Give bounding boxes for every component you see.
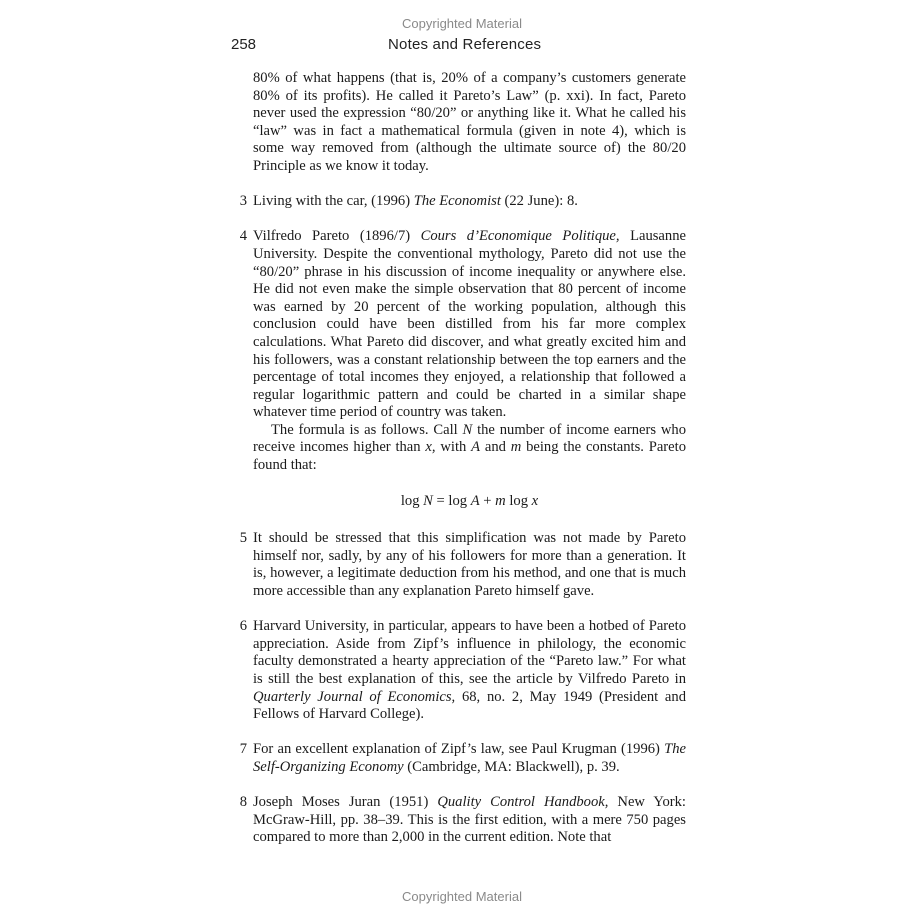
notes-body <box>231 70 686 847</box>
note-number: 7 <box>239 741 247 758</box>
note-8 <box>231 794 686 847</box>
note-text: It should be stressed that this simplification was not made by Pareto himself nor, sadly, by any of his followers for more than a generation. It is, however, a legitimate deduction from his method, and one that is much more accessible than any explanation Pareto himself gave. <box>253 530 686 600</box>
note-text: Living with the car, (1996) The Economist (22 June): 8. <box>253 193 578 210</box>
note-3 <box>231 193 686 211</box>
watermark-bottom: Copyrighted Material <box>402 889 522 904</box>
note-continuation <box>231 70 686 176</box>
note-number: 6 <box>239 618 247 635</box>
page-header <box>0 34 924 56</box>
note-text: Vilfredo Pareto (1896/7) Cours d’Economique Politique, Lausanne University. Despite the conventional mythology, Pareto did not use the “80/20” phrase in his discussion of income inequality or anywhere else. He did not even make the simple observation that 80 percent of income was earned by 20 percent of the working population, although this conclusion could have been distilled from his far more complex calculations. What Pareto did discover, and what greatly excited him and his followers, was a constant relationship between the top earners and the percentage of total incomes they enjoyed, a relationship that followed a regular logarithmic pattern and could be charted in a similar shape whatever time period of country was taken. <box>253 228 686 421</box>
note-number: 8 <box>239 794 247 811</box>
note-4 <box>231 228 686 474</box>
note-number: 3 <box>239 193 247 210</box>
note-text: Harvard University, in particular, appears to have been a hotbed of Pareto appreciation. Aside from Zipf’s influence in philology, the economic faculty demonstrated a hearty appreciation of the “Pareto law.” For what is still the best explanation of this, see the article by Vilfredo Pareto in Quarterly Journal of Economics, 68, no. 2, May 1949 (President and Fellows of Harvard College). <box>253 618 687 723</box>
pareto-formula: log N = log A + m log x <box>400 492 539 509</box>
note-text-formula-intro: The formula is as follows. Call N the number of income earners who receive incomes higher than x, with A and m being the constants. Pareto found that: <box>253 421 687 474</box>
watermark-top: Copyrighted Material <box>402 16 522 31</box>
note-text: Joseph Moses Juran (1951) Quality Control Handbook, New York: McGraw-Hill, pp. 38–39. This is the first edition, with a mere 750 pages compared to more than 2,000 in the current edition. Note that <box>253 794 686 846</box>
note-text: For an excellent explanation of Zipf’s law, see Paul Krugman (1996) The Self-Organizing Economy (Cambridge, MA: Blackwell), p. 39. <box>253 741 686 775</box>
note-number: 5 <box>239 530 247 547</box>
running-head: Notes and References <box>388 36 542 53</box>
note-number: 4 <box>239 228 247 245</box>
note-7 <box>231 741 686 776</box>
continuation-text: 80% of what happens (that is, 20% of a company’s customers generate 80% of its profits). He called it Pareto’s Law” (p. xxi). In fact, Pareto never used the expression “80/20” or anything like it. What he called his “law” was in fact a mathematical formula (given in note 4), which is some way removed from (although the ultimate source of) the 80/20 Principle as we know it today. <box>253 70 686 174</box>
note-6 <box>231 618 686 724</box>
page-number: 258 <box>231 36 257 53</box>
note-5 <box>231 530 686 600</box>
